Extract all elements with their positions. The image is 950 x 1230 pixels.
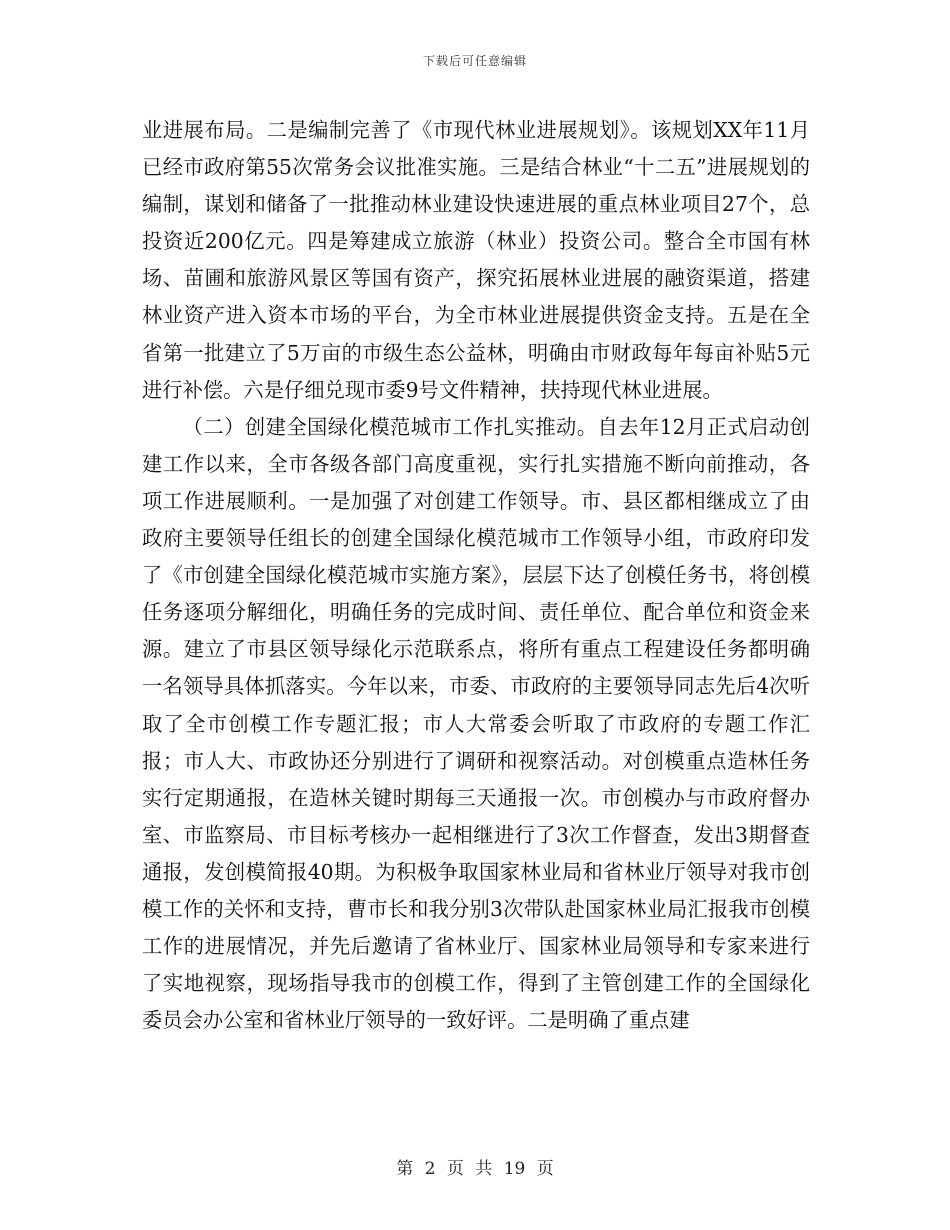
- page-number: 第 2 页 共 19 页: [396, 1159, 554, 1179]
- document-body: [142, 112, 810, 1039]
- paragraph-section-two: （二）创建全国绿化模范城市工作扎实推动。自去年12月正式启动创建工作以来，全市各级各部门高度重视，实行扎实措施不断向前推动，各项工作进展顺利。一是加强了对创建工作领导。市、县区都相继成立了由政府主要领导任组长的创建全国绿化模范城市工作领导小组，市政府印发了《市创建全国绿化模范城市实施方案》，层层下达了创模任务书，将创模任务逐项分解细化，明确任务的完成时间、责任单位、配合单位和资金来源。建立了市县区领导绿化示范联系点，将所有重点工程建设任务都明确一名领导具体抓落实。今年以来，市委、市政府的主要领导同志先后4次听取了全市创模工作专题汇报；市人大常委会听取了市政府的专题工作汇报；市人大、市政协还分别进行了调研和视察活动。对创模重点造林任务实行定期通报，在造林关键时期每三天通报一次。市创模办与市政府督办室、市监察局、市目标考核办一起相继进行了3次工作督查，发出3期督查通报，发创模简报40期。为积极争取国家林业局和省林业厅领导对我市创模工作的关怀和支持，曹市长和我分别3次带队赴国家林业局汇报我市创模工作的进展情况，并先后邀请了省林业厅、国家林业局领导和专家来进行了实地视察，现场指导我市的创模工作，得到了主管创建工作的全国绿化委员会办公室和省林业厅领导的一致好评。二是明确了重点建: [142, 414, 810, 1033]
- page-header: 下载后可任意编辑: [422, 54, 527, 68]
- paragraph-continued: 业进展布局。二是编制完善了《市现代林业进展规划》。该规划XX年11月已经市政府第55次常务会议批准实施。三是结合林业“十二五”进展规划的编制，谋划和储备了一批推动林业建设快速进展的重点林业项目27个，总投资近200亿元。四是筹建成立旅游（林业）投资公司。整合全市国有林场、苗圃和旅游风景区等国有资产，探究拓展林业进展的融资渠道，搭建林业资产进入资本市场的平台，为全市林业进展提供资金支持。五是在全省第一批建立了5万亩的市级生态公益林，明确由市财政每年每亩补贴5元进行补偿。六是仔细兑现市委9号文件精神，扶持现代林业进展。: [142, 118, 810, 402]
